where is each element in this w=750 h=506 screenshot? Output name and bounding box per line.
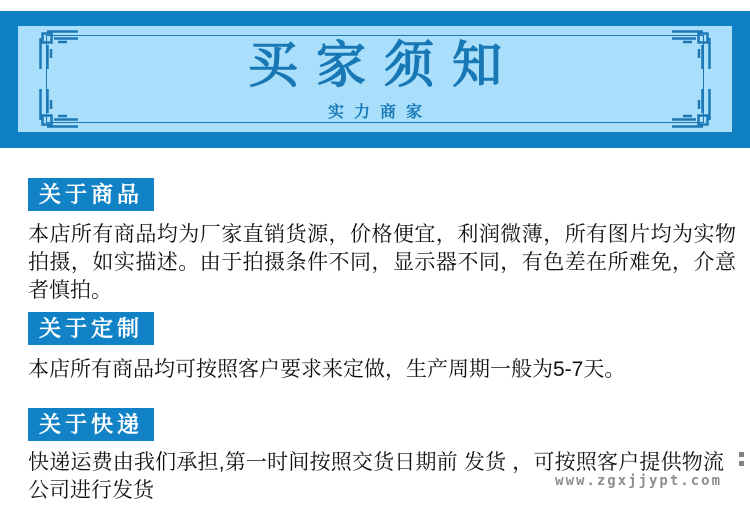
banner-title: 买家须知 bbox=[248, 35, 520, 94]
banner bbox=[0, 11, 750, 148]
watermark-url: www.zgxjjypt.com bbox=[555, 473, 722, 489]
section-heading-products: 关于商品 bbox=[28, 178, 154, 211]
section-heading-customization: 关于定制 bbox=[28, 312, 154, 345]
banner-panel bbox=[18, 26, 732, 132]
section-body-delivery: 快递运费由我们承担,第一时间按照交货日期前 发货 ，可按照客户提供物流公司进行发货 bbox=[28, 451, 724, 502]
section-heading-delivery: 关于快递 bbox=[28, 408, 154, 441]
banner-subtitle: 实力商家 bbox=[327, 102, 432, 121]
section-body-customization: 本店所有商品均可按照客户要求来定做，生产周期一般为5-7天。 bbox=[28, 358, 626, 381]
section-body-products: 本店所有商品均为厂家直销货源，价格便宜，利润微薄，所有图片均为实物拍摄，如实描述。由于拍摄条件不同，显示器不同，有色差在所难免，介意者慎拍。 bbox=[28, 223, 736, 302]
edge-artifact-marks bbox=[739, 452, 745, 470]
